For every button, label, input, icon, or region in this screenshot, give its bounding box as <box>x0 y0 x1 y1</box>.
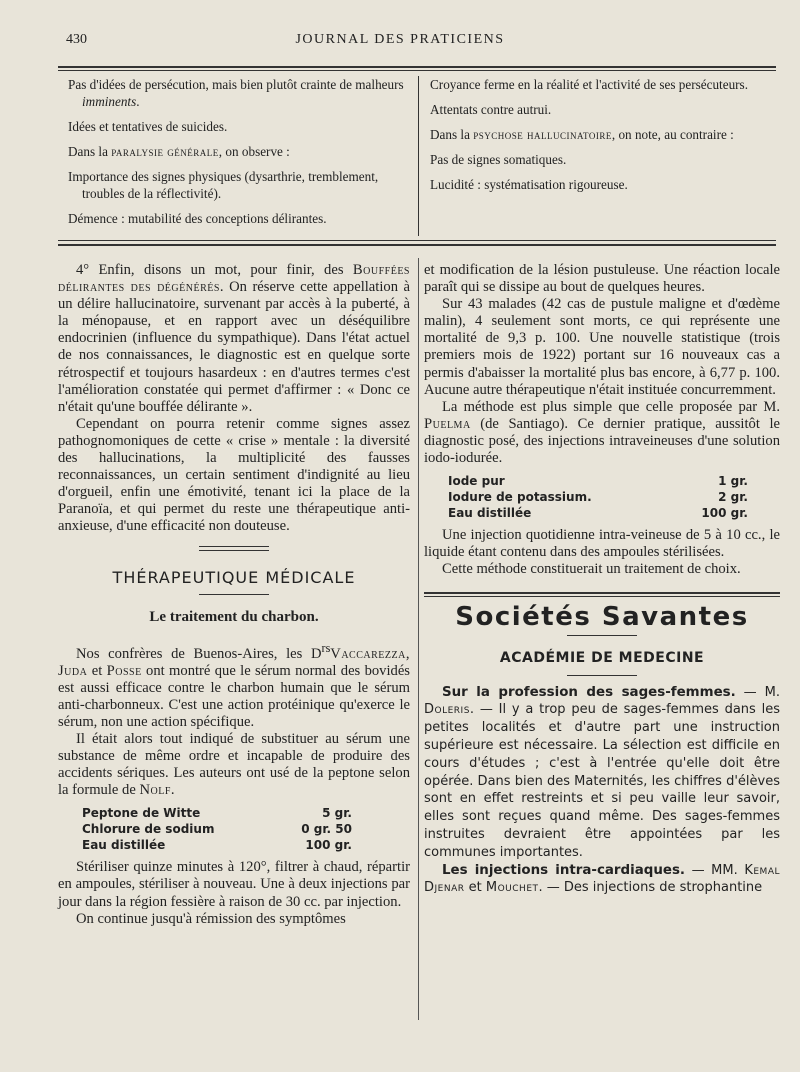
societes-savantes-title: Sociétés Savantes <box>455 602 749 633</box>
section-rule-thin <box>424 596 780 597</box>
table-row: Pas de signes somatiques. <box>430 152 567 167</box>
paragraph: On continue jusqu'à rémission des symptômes <box>76 910 346 927</box>
paragraph: Cette méthode constituerait un traitement de choix. <box>442 561 741 578</box>
page-number: 430 <box>66 32 87 47</box>
formula-row: Peptone de Witte 5 gr. <box>82 806 352 821</box>
section-divider <box>199 546 269 551</box>
table-row: Dans la psychose hallucinatoire, on note, au contraire : <box>430 127 734 142</box>
table-row: Idées et tentatives de suicides. <box>68 119 228 134</box>
table-row: Attentats contre autrui. <box>430 102 552 117</box>
formula-row: Eau distillée 100 gr. <box>448 506 748 521</box>
table-row: Pas d'idées de persécution, mais bien plutôt crainte de malheurs imminents. <box>68 77 404 109</box>
table-divider <box>418 76 419 236</box>
table-row: Lucidité : systématisation rigoureuse. <box>430 177 628 192</box>
section-title: THÉRAPEUTIQUE MÉDICALE <box>112 567 356 587</box>
table-row: Démence : mutabilité des conceptions délirantes. <box>68 211 327 226</box>
journal-title: JOURNAL DES PRATICIENS <box>295 32 505 47</box>
paragraph: La méthode est plus simple que celle proposée par M. Puelma (de Santiago). Ce dernier pratique, aussitôt le diagnostic posé, des injections intraveineuses d'une solution iodo-iodurée. <box>424 398 780 467</box>
top-rule <box>58 66 776 68</box>
right-column <box>424 262 780 897</box>
section-rule <box>424 592 780 594</box>
page-header <box>0 32 800 52</box>
formula-row: Chlorure de sodium 0 gr. 50 <box>82 822 352 837</box>
article-title: Le traitement du charbon. <box>149 608 319 625</box>
left-column <box>58 262 410 928</box>
comparison-table <box>58 76 776 236</box>
formula-nolf <box>82 805 410 853</box>
paragraph: et modification de la lésion pustuleuse. Une réaction locale paraît qui se dissipe au bout de quelques heures. <box>424 262 780 296</box>
paragraph: Cependant on pourra retenir comme signes assez pathognomoniques de cette « crise » mentale : la diversité des hallucinations, la multiplicité des fausses reconnaissances, un certain sentiment d'indignité au lieu d'orgueil, enfin une émotivité, tenant ici la place de la Paranoïa, et qui permet du reste une thérapeutique anti-anxieuse, d'une efficacité non douteuse. <box>58 415 410 535</box>
top-rule-thin <box>58 70 776 71</box>
table-right-column <box>430 76 770 201</box>
title-rule <box>199 594 269 595</box>
title-rule <box>567 675 637 676</box>
paragraph: Sur la profession des sages-femmes. — M. Doleris. — Il y a trop peu de sages-femmes dans les petites localités et d'autre part une instruction supérieure est nécessaire. La sélection est difficile en cours d'études ; c'est à l'entrée qu'elle doit être opérée. Dans bien des Maternités, les chiffres d'élèves sont en effet restreints et si peu vaille leur savoir, elles sont reçues quand même. Des sages-femmes instruites devraient être appointées par les communes importantes. <box>424 684 780 860</box>
paragraph: Les injections intra-cardiaques. — MM. Kemal Djenar et Mouchet. — Des injections de strophantine <box>424 862 780 896</box>
table-row: Croyance ferme en la réalité et l'activité de ses persécuteurs. <box>430 77 748 92</box>
table-left-column <box>68 76 413 235</box>
paragraph: 4° Enfin, disons un mot, pour finir, des Bouffées délirantes des dégénérés. On réserve cette appellation à un délire hallucinatoire, survenant par accès à la puberté, à la ménopause, et en rapport avec un déséquilibre endocrinien (influence du sympathique). Dans l'état actuel de nos connaissances, le diagnostic est en quelque sorte rétrospectif et toujours hasardeux : en d'autres termes c'est l'amélioration constatée qui permet d'affirmer : « Donc ce n'était qu'une bouffée délirante ». <box>58 262 410 415</box>
academy-title: ACADÉMIE DE MEDECINE <box>499 649 705 666</box>
table-bottom-rule-thick <box>58 244 776 246</box>
paragraph: Stériliser quinze minutes à 120°, filtrer à chaud, répartir en ampoules, stériliser à nouveau. Une à deux injections par jour dans la région fessière à raison de 30 cc. par injection. <box>58 859 410 910</box>
paragraph: Sur 43 malades (42 cas de pustule maligne et d'œdème malin), 4 seulement sont morts, ce qui représente une mortalité de 9,3 p. 100. Une nouvelle statistique (trois premiers mois de 1922) portant sur 16 nouveaux cas a permis d'abaisser la mortalité plus bas encore, à 6,77 p. 100. Aucune autre thérapeutique n'était instituée concurremment. <box>424 296 780 398</box>
paragraph: Nos confrères de Buenos-Aires, les $D^{rs}Vaccarezza$, Juda et Posse ont montré que le sérum normal des bovidés est aussi efficace contre le charbon humain que le sérum anti-charbonneux. C'est une action protéinique qu'exerce le sérum, non une action spécifique. <box>58 640 410 730</box>
formula-row: Iode pur 1 gr. <box>448 474 748 489</box>
table-row: Dans la paralysie générale, on observe : <box>68 144 290 159</box>
formula-row: Eau distillée 100 gr. <box>82 838 352 853</box>
paragraph: Une injection quotidienne intra-veineuse de 5 à 10 cc., le liquide étant contenu dans des ampoules stérilisées. <box>424 527 780 561</box>
formula-puelma <box>448 473 780 521</box>
table-bottom-rule <box>58 240 776 241</box>
column-separator <box>418 258 419 1020</box>
paragraph: Il était alors tout indiqué de substituer au sérum une substance de même ordre et incapable de produire des accidents sériques. Les auteurs ont usé de la peptone selon la formule de Nolf. <box>58 731 410 799</box>
formula-row: Iodure de potassium. 2 gr. <box>448 490 748 505</box>
table-row: Importance des signes physiques (dysarthrie, tremblement, troubles de la réflectivité). <box>68 169 379 201</box>
title-rule <box>567 635 637 636</box>
